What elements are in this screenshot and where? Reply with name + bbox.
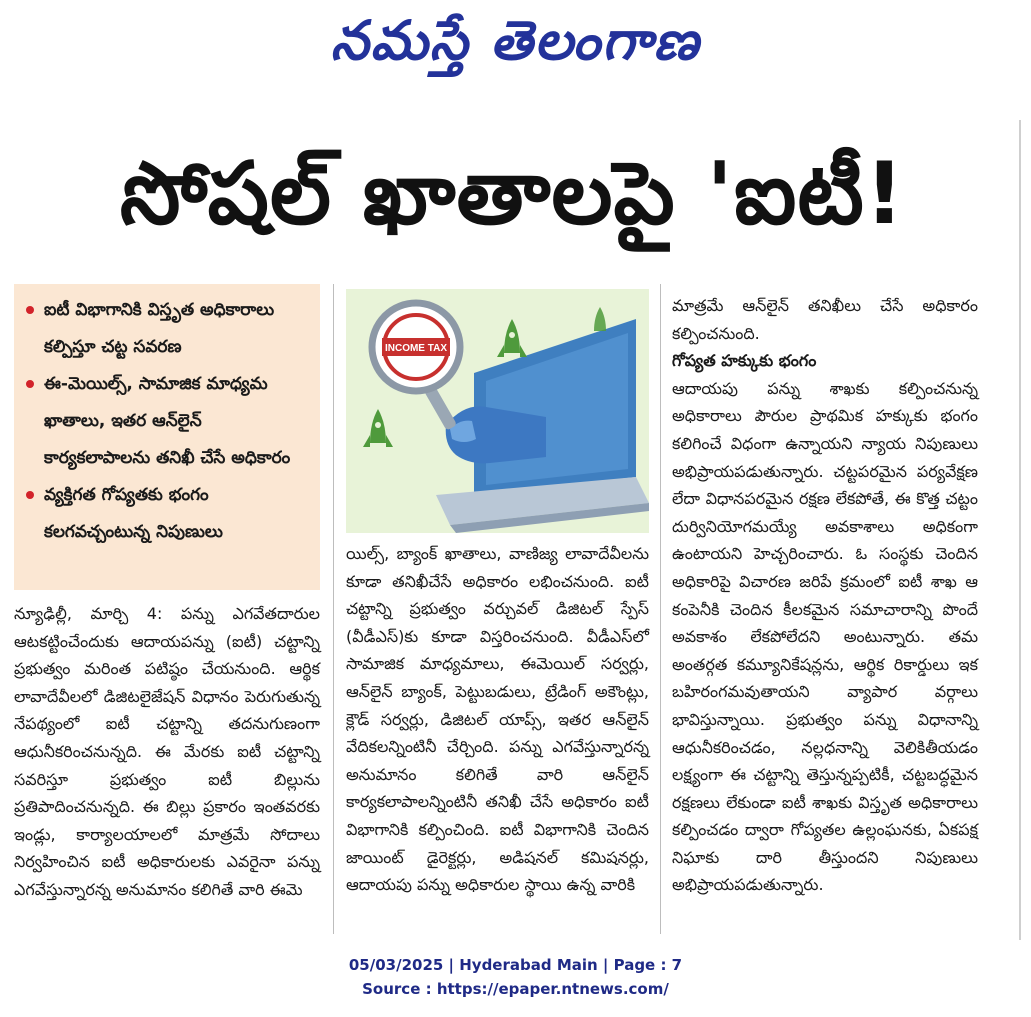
column-separator	[333, 284, 334, 934]
article-column-2	[346, 540, 649, 899]
bullet-icon	[26, 491, 34, 499]
badge-text: INCOME TAX	[384, 343, 448, 354]
highlight-item	[24, 292, 310, 366]
highlights-list	[14, 284, 320, 551]
highlight-text: ఐటీ విభాగానికి విస్తృత అధికారాలు కల్పిస్తూ చట్ట సవరణ	[44, 300, 275, 357]
highlights-box	[14, 284, 320, 590]
highlight-text: వ్యక్తిగత గోప్యతకు భంగం కలగవచ్చంటున్న నిపుణులు	[44, 485, 223, 542]
article-column-3	[672, 292, 978, 899]
bullet-icon	[26, 380, 34, 388]
footer-source: Source : https://epaper.ntnews.com/	[362, 980, 669, 998]
section-subheading: గోప్యత హక్కుకు భంగం	[672, 351, 817, 371]
column-rule	[1019, 120, 1021, 940]
headline: సోషల్ ఖాతాలపై 'ఐటీ!	[119, 144, 906, 244]
footer-dateline: 05/03/2025 | Hyderabad Main | Page : 7	[348, 956, 683, 974]
income-tax-illustration	[346, 289, 649, 533]
article-paragraph: న్యూఢిల్లీ, మార్చి 4: పన్ను ఎగవేతదారుల ఆటకట్టించేందుకు ఆదాయపన్ను (ఐటీ) చట్టాన్ని ప్రభుత్వం మరింత పటిష్ఠం చేయనుంది. ఆర్థిక లావాదేవీలలో డిజిటలైజేషన్ విధానం పెరుగుతున్న నేపథ్యంలో ఐటీ చట్టాన్ని తదనుగుణంగా ఆధునీకరించనున్నది. ఈ మేరకు ఐటీ చట్టాన్ని సవరిస్తూ ప్రభుత్వం ఐటీ బిల్లును ప్రతిపాదించనున్నది. ఈ బిల్లు ప్రకారం ఇంతవరకు ఇండ్లు, కార్యాలయాలలో మాత్రమే సోదాలు నిర్వహించిన ఐటీ అధికారులకు ఎవరైనా పన్ను ఎగవేస్తున్నారన్న అనుమానం కలిగితే వారి ఈమె	[14, 604, 320, 899]
bullet-icon	[26, 306, 34, 314]
highlight-item	[24, 477, 310, 551]
column-separator	[660, 284, 661, 934]
article-paragraph: ఆదాయపు పన్ను శాఖకు కల్పించనున్న అధికారాలు పౌరుల ప్రాథమిక హక్కుకు భంగం కలిగించే విధంగా ఉన్నాయని న్యాయ నిపుణులు అభిప్రాయపడుతున్నారు. చట్టపరమైన పర్యవేక్షణ లేదా విధానపరమైన రక్షణ లేకపోతే, ఈ కొత్త చట్టం దుర్వినియోగమయ్యే అవకాశాలు అధికంగా ఉంటాయని హెచ్చరించారు. ఓ సంస్థకు చెందిన అధికారిపై విచారణ జరిపే క్రమంలో ఐటీ శాఖ ఆ కంపెనీకి చెందిన కీలకమైన సమాచారాన్ని పొందే అవకాశం లేకపోలేదని అంటున్నారు. తమ అంతర్గత కమ్యూనికేషన్లను, ఆర్థిక రికార్డులు ఇక బహిరంగమవుతాయని వ్యాపార వర్గాలు భావిస్తున్నాయి. ప్రభుత్వం పన్ను విధానాన్ని ఆధునీకరించడం, నల్లధనాన్ని వెలికితీయడం లక్ష్యంగా ఈ చట్టాన్ని తెస్తున్నప్పటికీ, చట్టబద్ధమైన రక్షణలు లేకుండా ఐటీ శాఖకు విస్తృత అధికారాలు కల్పించడం ద్వారా గోప్యతల ఉల్లంఘనకు, ఏకపక్ష నిఘాకు దారి తీస్తుందని నిపుణులు అభిప్రాయపడుతున్నారు.	[672, 378, 978, 895]
article-paragraph: యిల్స్, బ్యాంక్ ఖాతాలు, వాణిజ్య లావాదేవీలను కూడా తనిఖీచేసే అధికారం లభించనుంది. ఐటీ చట్టాన్ని ప్రభుత్వం వర్చువల్ డిజిటల్ స్పేస్ (వీడీఎస్)కు కూడా విస్తరించనుంది. వీడీఎస్‌లో సామాజిక మాధ్యమాలు, ఈమెయిల్ సర్వర్లు, ఆన్‌లైన్ బ్యాంక్, పెట్టుబడులు, ట్రేడింగ్ అకౌంట్లు, క్లౌడ్ సర్వర్లు, డిజిటల్ యాప్స్, ఇతర ఆన్‌లైన్ వేదికలన్నింటినీ చేర్చింది. పన్ను ఎగవేస్తున్నారన్న అనుమానం కలిగితే వారి ఆన్‌లైన్ కార్యకలాపాలన్నింటినీ తనిఖీ చేసే అధికారం ఐటీ విభాగానికి కల్పించింది. ఐటీ విభాగానికి చెందిన జాయింట్ డైరెక్టర్లు, అడిషనల్ కమిషనర్లు, ఆదాయపు పన్ను అధికారుల స్థాయి ఉన్న వారికి	[346, 544, 649, 895]
highlight-text: ఈ-మెయిల్స్, సామాజిక మాధ్యమ ఖాతాలు, ఇతర ఆన్‌లైన్ కార్యకలాపాలను తనిఖీ చేసే అధికారం	[44, 374, 291, 468]
highlight-item	[24, 366, 310, 477]
illustration-svg	[346, 289, 649, 533]
article-column-1	[14, 600, 320, 904]
newspaper-masthead: నమస్తే తెలంగాణ	[330, 8, 701, 72]
article-paragraph: మాత్రమే ఆన్‌లైన్ తనిఖీలు చేసే అధికారం కల్పించనుంది.	[672, 296, 978, 343]
